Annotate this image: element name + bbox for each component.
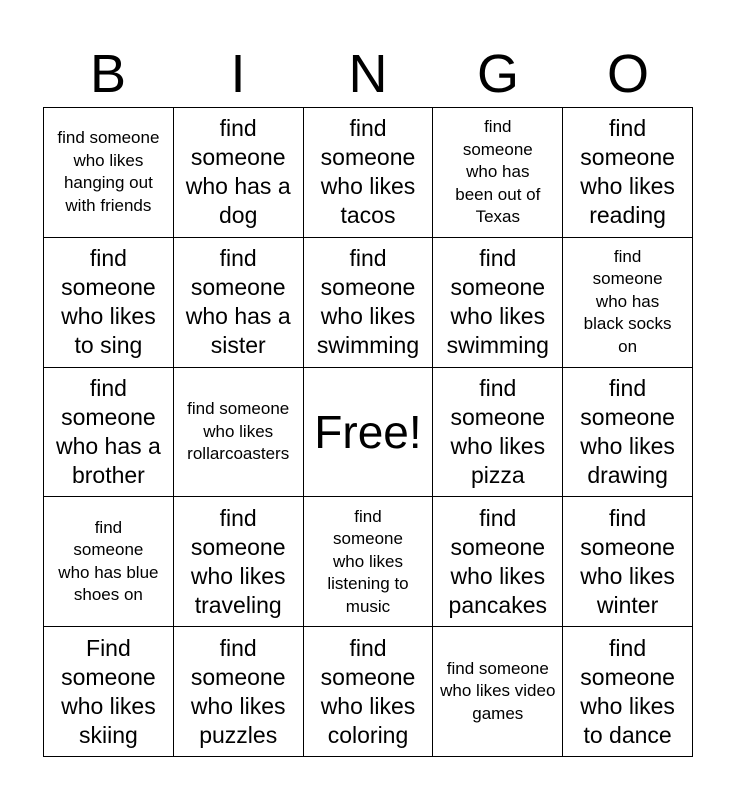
cell-text: find someone who likes puzzles: [190, 634, 286, 748]
cell-text: find someone who likes reading: [580, 115, 675, 229]
cell-text: find someone who likes to dance: [580, 634, 675, 748]
bingo-cell: [44, 368, 174, 498]
bingo-card: [43, 107, 693, 757]
bingo-cell: [174, 108, 304, 238]
bingo-cell: [44, 627, 174, 757]
cell-text: find someone who has blue shoes on: [58, 517, 159, 605]
bingo-cell: [433, 627, 563, 757]
bingo-cell: [563, 368, 693, 498]
header-letter-g: G: [476, 44, 519, 104]
cell-text: find someone who likes swimming: [446, 245, 549, 359]
header-letter-n: N: [348, 44, 388, 104]
cell-text: find someone who has been out of Texas: [455, 117, 541, 227]
cell-text: Find someone who likes skiing: [61, 634, 156, 748]
bingo-cell: [304, 108, 434, 238]
bingo-cell: [44, 238, 174, 368]
cell-text: find someone who likes listening to music: [327, 506, 409, 616]
bingo-cell: [174, 238, 304, 368]
cell-text: find someone who likes traveling: [190, 504, 286, 618]
bingo-header: [43, 42, 693, 106]
cell-text: find someone who likes coloring: [320, 634, 416, 748]
header-letter-o: O: [606, 44, 649, 104]
bingo-cell: [563, 238, 693, 368]
bingo-cell: [433, 238, 563, 368]
cell-text: find someone who likes swimming: [316, 245, 420, 359]
cell-text: find someone who likes pizza: [450, 374, 546, 488]
bingo-cell: [44, 497, 174, 627]
bingo-cell: [304, 497, 434, 627]
cell-text: find someone who likes to sing: [61, 245, 156, 359]
bingo-cell: [563, 627, 693, 757]
cell-text: find someone who likes rollarcoasters: [187, 399, 290, 464]
cell-text: find someone who likes video games: [440, 658, 556, 723]
bingo-cell: [433, 497, 563, 627]
bingo-cell: [433, 368, 563, 498]
cell-text: find someone who likes tacos: [320, 115, 416, 229]
free-cell: [304, 368, 434, 498]
bingo-cell: [174, 497, 304, 627]
header-letter-i: I: [230, 44, 246, 104]
bingo-cell: [304, 627, 434, 757]
header-letter-b: B: [89, 44, 127, 104]
cell-text: find someone who likes hanging out with friends: [57, 128, 160, 215]
cell-text: find someone who likes pancakes: [448, 504, 548, 618]
cell-text: find someone who likes drawing: [580, 374, 675, 488]
free-text: Free!: [314, 405, 422, 458]
bingo-cell: [44, 108, 174, 238]
bingo-cell: [174, 627, 304, 757]
bingo-cell: [563, 497, 693, 627]
bingo-cell: [563, 108, 693, 238]
cell-text: find someone who has a dog: [185, 115, 291, 229]
cell-text: find someone who likes winter: [580, 504, 675, 618]
cell-text: find someone who has a brother: [55, 374, 161, 488]
bingo-cell: [304, 238, 434, 368]
bingo-cell: [433, 108, 563, 238]
bingo-cell: [174, 368, 304, 498]
cell-text: find someone who has black socks on: [583, 246, 672, 356]
cell-text: find someone who has a sister: [185, 245, 291, 359]
